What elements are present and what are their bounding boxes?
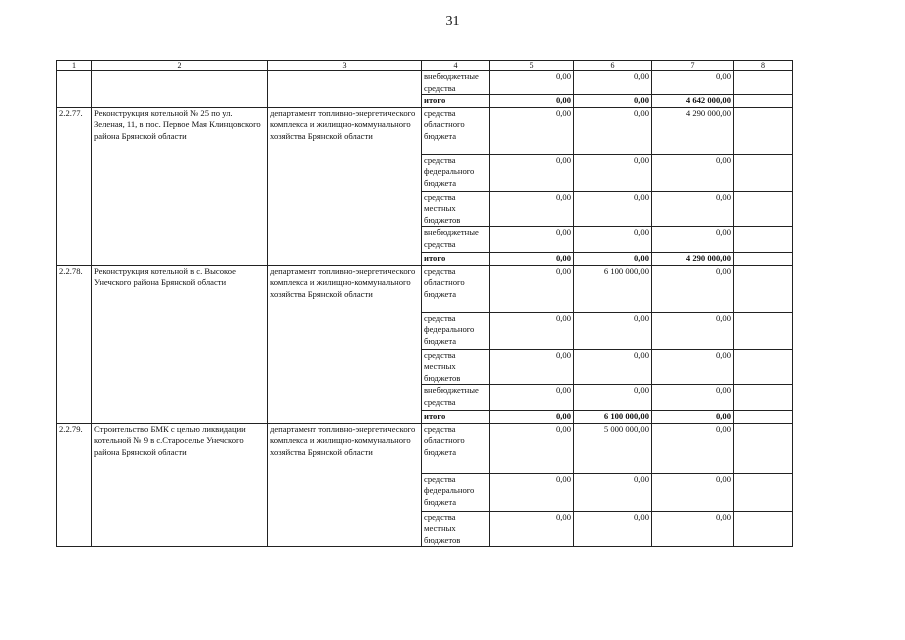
- source-cell: средства местных бюджетов: [422, 349, 490, 385]
- value-col7: 0,00: [652, 473, 734, 511]
- value-col6: 0,00: [574, 511, 652, 547]
- source-cell: внебюджетные средства: [422, 71, 490, 95]
- value-col8: [734, 473, 793, 511]
- source-cell: средства областного бюджета: [422, 107, 490, 154]
- value-col6: 6 100 000,00: [574, 411, 652, 424]
- item-code-cell: [57, 71, 92, 108]
- value-col5: 0,00: [490, 473, 574, 511]
- value-col8: [734, 385, 793, 411]
- value-col7: 0,00: [652, 349, 734, 385]
- table-row: [57, 107, 793, 154]
- value-col7: 0,00: [652, 154, 734, 191]
- value-col6: 0,00: [574, 385, 652, 411]
- value-col7: 4 290 000,00: [652, 253, 734, 266]
- source-cell: средства областного бюджета: [422, 423, 490, 473]
- value-col6: 0,00: [574, 154, 652, 191]
- value-col6: 0,00: [574, 312, 652, 349]
- value-col6: 0,00: [574, 349, 652, 385]
- value-col5: 0,00: [490, 349, 574, 385]
- value-col8: [734, 71, 793, 95]
- value-col7: 0,00: [652, 191, 734, 227]
- item-name-cell: Строительство БМК с целью ликвидации котельной № 9 в с.Староселье Унечского района Брянской области: [92, 423, 268, 547]
- value-col8: [734, 312, 793, 349]
- source-cell: средства федерального бюджета: [422, 154, 490, 191]
- value-col8: [734, 253, 793, 266]
- item-code-cell: 2.2.77.: [57, 107, 92, 265]
- value-col6: 0,00: [574, 227, 652, 253]
- value-col8: [734, 227, 793, 253]
- value-col6: 6 100 000,00: [574, 265, 652, 312]
- item-name-cell: [92, 71, 268, 108]
- item-dept-cell: департамент топливно-энергетического комплекса и жилищно-коммунального хозяйства Брянской области: [268, 423, 422, 547]
- value-col7: 4 290 000,00: [652, 107, 734, 154]
- header-cell: 2: [92, 61, 268, 71]
- value-col7: 0,00: [652, 227, 734, 253]
- source-cell: итого: [422, 95, 490, 108]
- value-col5: 0,00: [490, 312, 574, 349]
- source-cell: средства федерального бюджета: [422, 312, 490, 349]
- item-code-cell: 2.2.79.: [57, 423, 92, 547]
- value-col5: 0,00: [490, 71, 574, 95]
- item-dept-cell: [268, 71, 422, 108]
- value-col5: 0,00: [490, 411, 574, 424]
- value-col7: 0,00: [652, 385, 734, 411]
- value-col8: [734, 265, 793, 312]
- budget-table: [56, 60, 793, 547]
- source-cell: итого: [422, 411, 490, 424]
- value-col6: 0,00: [574, 71, 652, 95]
- table-row: [57, 265, 793, 312]
- value-col6: 0,00: [574, 95, 652, 108]
- value-col8: [734, 423, 793, 473]
- item-dept-cell: департамент топливно-энергетического комплекса и жилищно-коммунального хозяйства Брянской области: [268, 265, 422, 423]
- header-cell: 3: [268, 61, 422, 71]
- header-row: [57, 61, 793, 71]
- item-name-cell: Реконструкция котельной в с. Высокое Унечского района Брянской области: [92, 265, 268, 423]
- header-cell: 4: [422, 61, 490, 71]
- value-col5: 0,00: [490, 385, 574, 411]
- item-name-cell: Реконструкция котельной № 25 по ул. Зеленая, 11, в пос. Первое Мая Клинцовского района Брянской области: [92, 107, 268, 265]
- value-col8: [734, 511, 793, 547]
- value-col5: 0,00: [490, 253, 574, 266]
- value-col5: 0,00: [490, 154, 574, 191]
- value-col5: 0,00: [490, 511, 574, 547]
- source-cell: внебюджетные средства: [422, 227, 490, 253]
- value-col5: 0,00: [490, 191, 574, 227]
- value-col7: 4 642 000,00: [652, 95, 734, 108]
- value-col8: [734, 349, 793, 385]
- source-cell: итого: [422, 253, 490, 266]
- value-col6: 0,00: [574, 473, 652, 511]
- value-col7: 0,00: [652, 265, 734, 312]
- value-col7: 0,00: [652, 411, 734, 424]
- value-col7: 0,00: [652, 511, 734, 547]
- value-col8: [734, 107, 793, 154]
- header-cell: 7: [652, 61, 734, 71]
- header-cell: 1: [57, 61, 92, 71]
- item-dept-cell: департамент топливно-энергетического комплекса и жилищно-коммунального хозяйства Брянской области: [268, 107, 422, 265]
- table-row: [57, 423, 793, 473]
- value-col6: 5 000 000,00: [574, 423, 652, 473]
- source-cell: средства федерального бюджета: [422, 473, 490, 511]
- value-col5: 0,00: [490, 107, 574, 154]
- value-col5: 0,00: [490, 265, 574, 312]
- value-col5: 0,00: [490, 95, 574, 108]
- source-cell: средства местных бюджетов: [422, 191, 490, 227]
- table-row: [57, 71, 793, 95]
- item-code-cell: 2.2.78.: [57, 265, 92, 423]
- value-col8: [734, 411, 793, 424]
- value-col7: 0,00: [652, 423, 734, 473]
- value-col7: 0,00: [652, 312, 734, 349]
- value-col8: [734, 191, 793, 227]
- value-col6: 0,00: [574, 253, 652, 266]
- value-col6: 0,00: [574, 191, 652, 227]
- header-cell: 6: [574, 61, 652, 71]
- header-cell: 5: [490, 61, 574, 71]
- value-col8: [734, 95, 793, 108]
- header-cell: 8: [734, 61, 793, 71]
- value-col5: 0,00: [490, 423, 574, 473]
- value-col6: 0,00: [574, 107, 652, 154]
- source-cell: внебюджетные средства: [422, 385, 490, 411]
- value-col8: [734, 154, 793, 191]
- value-col5: 0,00: [490, 227, 574, 253]
- source-cell: средства областного бюджета: [422, 265, 490, 312]
- page-number: 31: [445, 14, 460, 29]
- value-col7: 0,00: [652, 71, 734, 95]
- source-cell: средства местных бюджетов: [422, 511, 490, 547]
